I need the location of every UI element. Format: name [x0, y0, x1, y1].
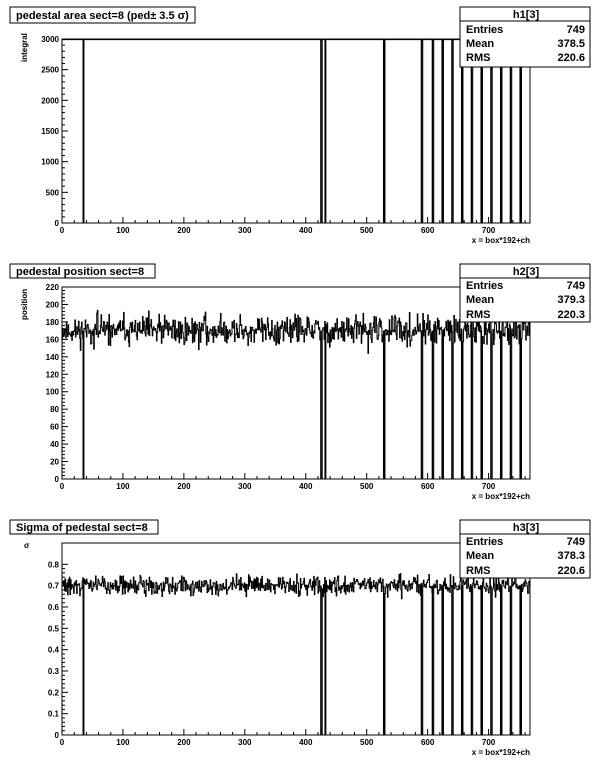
- y-tick-label: 0.1: [47, 709, 59, 719]
- stats-rms-value: 220.6: [557, 52, 585, 64]
- stats-name: h1[3]: [512, 9, 540, 21]
- stats-box: [460, 7, 590, 67]
- x-tick-label: 700: [481, 226, 496, 235]
- y-tick-label: 2500: [41, 65, 59, 75]
- y-tick-label: 40: [50, 440, 59, 450]
- stats-mean-value: 378.5: [557, 38, 585, 50]
- histogram-bars: [62, 574, 530, 735]
- x-tick-label: 700: [481, 738, 496, 747]
- y-tick-label: 3000: [41, 35, 59, 44]
- y-tick-label: 0.4: [47, 645, 59, 655]
- y-tick-label: 500: [45, 188, 59, 198]
- x-tick-label: 700: [481, 482, 496, 491]
- x-tick-label: 200: [177, 226, 191, 235]
- x-tick-label: 500: [360, 482, 374, 491]
- y-tick-label: 100: [45, 387, 59, 397]
- x-tick-label: 100: [116, 226, 130, 235]
- x-tick-label: 600: [420, 226, 435, 235]
- stats-rms-value: 220.3: [557, 309, 585, 321]
- y-axis-ticks: [41, 35, 68, 228]
- panel-pedestal-position: [10, 264, 590, 501]
- y-tick-label: 120: [45, 370, 59, 380]
- stats-rms-value: 220.6: [557, 565, 585, 577]
- stats-mean-label: Mean: [466, 38, 495, 50]
- stats-box: [460, 264, 590, 322]
- histogram-line: [62, 310, 530, 479]
- y-tick-label: 0.8: [47, 560, 59, 570]
- y-tick-label: 0.7: [47, 581, 59, 591]
- stats-name: h3[3]: [512, 522, 540, 534]
- stats-mean-label: Mean: [466, 550, 495, 562]
- stats-entries-value: 749: [566, 280, 585, 292]
- x-tick-label: 100: [116, 482, 130, 491]
- y-tick-label: 0: [54, 219, 59, 228]
- stats-rms-label: RMS: [466, 52, 491, 64]
- stats-mean-value: 379.3: [557, 294, 585, 306]
- x-axis-label: x = box*192+ch: [471, 236, 530, 245]
- x-tick-label: 600: [420, 482, 435, 491]
- stats-entries-label: Entries: [466, 280, 504, 292]
- y-tick-label: 220: [45, 283, 59, 292]
- x-tick-label: 400: [299, 738, 313, 747]
- x-tick-label: 200: [177, 482, 191, 491]
- x-tick-label: 300: [238, 226, 252, 235]
- stats-entries-label: Entries: [466, 24, 504, 36]
- x-axis-ticks: [60, 217, 525, 235]
- panel-pedestal-area: [10, 7, 590, 245]
- x-tick-label: 400: [299, 226, 313, 235]
- x-axis-ticks: [60, 729, 525, 747]
- x-tick-label: 300: [238, 482, 252, 491]
- stats-box: [460, 520, 590, 578]
- histogram-bars: [62, 310, 530, 479]
- x-axis-ticks: [60, 473, 525, 491]
- x-tick-label: 100: [116, 738, 130, 747]
- y-tick-label: 200: [45, 300, 59, 310]
- y-axis-label: position: [20, 288, 29, 320]
- y-tick-label: 140: [45, 352, 59, 362]
- y-tick-label: 0.3: [47, 667, 59, 676]
- stats-rms-label: RMS: [466, 565, 491, 577]
- y-tick-label: 180: [45, 317, 59, 327]
- chart-title: pedestal area sect=8 (ped± 3.5 σ): [16, 10, 189, 22]
- stats-mean-value: 378.3: [557, 550, 585, 562]
- stats-rms-label: RMS: [466, 309, 491, 321]
- x-tick-label: 500: [360, 226, 374, 235]
- y-tick-label: 0.2: [47, 688, 59, 698]
- y-tick-label: 2000: [41, 96, 59, 106]
- stats-mean-label: Mean: [466, 294, 495, 306]
- y-tick-label: 1000: [41, 157, 59, 167]
- y-tick-label: 0: [54, 731, 59, 740]
- x-tick-label: 0: [59, 226, 65, 235]
- stats-entries-value: 749: [566, 24, 585, 36]
- y-axis-label: σ: [24, 541, 30, 550]
- x-tick-label: 0: [59, 482, 65, 491]
- y-tick-label: 1500: [41, 127, 59, 136]
- y-tick-label: 0.6: [47, 603, 59, 612]
- y-tick-label: 160: [45, 335, 59, 345]
- y-axis-label: integral: [20, 33, 29, 62]
- stats-name: h2[3]: [512, 266, 540, 278]
- chart-title: Sigma of pedestal sect=8: [16, 522, 148, 534]
- x-tick-label: 600: [420, 738, 435, 747]
- x-tick-label: 300: [238, 738, 252, 747]
- x-tick-label: 0: [59, 738, 65, 747]
- histogram-line: [62, 574, 530, 735]
- panel-sigma-of-pedestal: [10, 520, 590, 757]
- x-axis-label: x = box*192+ch: [471, 492, 530, 501]
- stats-entries-label: Entries: [466, 536, 504, 548]
- x-axis-label: x = box*192+ch: [471, 748, 530, 757]
- y-tick-label: 80: [50, 405, 59, 415]
- y-tick-label: 60: [50, 422, 59, 432]
- y-tick-label: 20: [50, 457, 59, 467]
- y-axis-ticks: [46, 283, 68, 484]
- stats-entries-value: 749: [566, 536, 585, 548]
- x-tick-label: 400: [299, 482, 313, 491]
- chart-title: pedestal position sect=8: [16, 266, 145, 278]
- y-tick-label: 0: [54, 475, 59, 484]
- x-tick-label: 200: [177, 738, 191, 747]
- x-tick-label: 500: [360, 738, 374, 747]
- y-tick-label: 0.5: [47, 624, 59, 634]
